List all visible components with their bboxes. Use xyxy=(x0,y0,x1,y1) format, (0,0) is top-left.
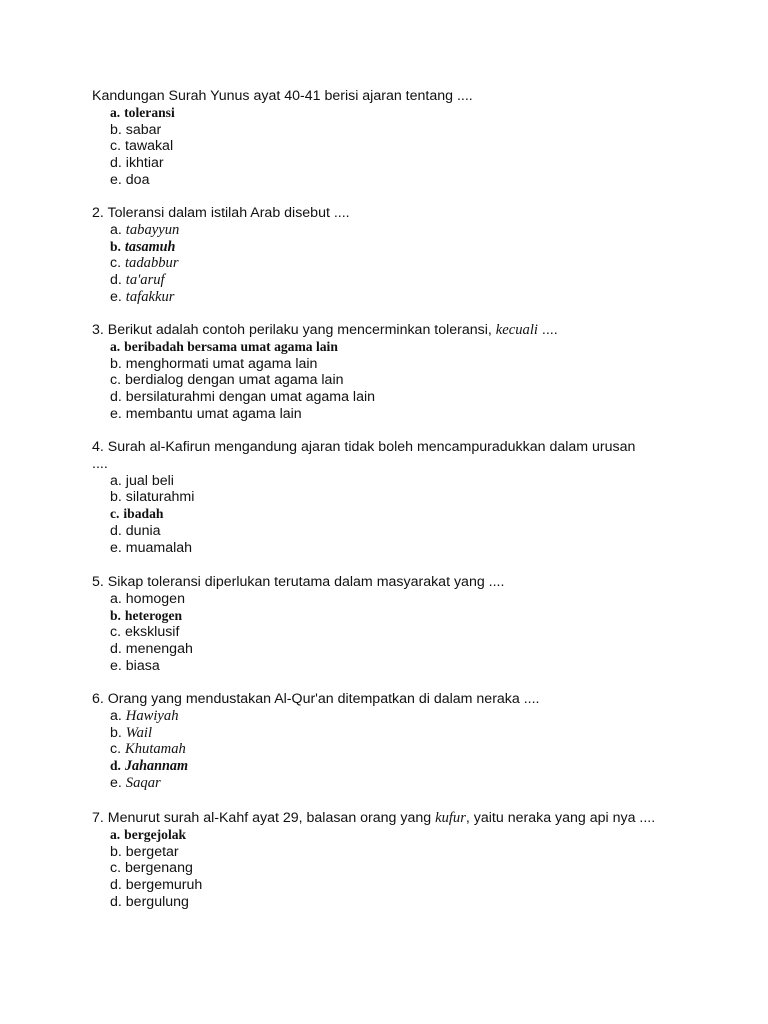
option-c-answer: c. ibadah xyxy=(110,506,164,522)
question-4 xyxy=(92,439,652,557)
option-a-answer: a. beribadah bersama umat agama lain xyxy=(110,338,338,354)
question-2 xyxy=(92,205,692,306)
option-list xyxy=(92,222,692,306)
option-c: c. Khutamah xyxy=(110,741,186,758)
option-d: d. bersilaturahmi dengan umat agama lain xyxy=(110,389,376,406)
option-d-second: d. bergulung xyxy=(110,893,189,910)
option-c: c. bergenang xyxy=(110,860,193,877)
option-a: a. homogen xyxy=(110,590,185,607)
question-stem: 7. Menurut surah al-Kahf ayat 29, balasan orang yang kufur, yaitu neraka yang api nya .... xyxy=(92,810,656,826)
option-e: e. membantu umat agama lain xyxy=(110,405,302,422)
option-b: b. silaturahmi xyxy=(110,489,195,506)
option-c: c. berdialog dengan umat agama lain xyxy=(110,372,344,389)
question-7 xyxy=(92,810,672,911)
option-d: d. bergemuruh xyxy=(110,877,203,894)
option-c: c. eksklusif xyxy=(110,624,180,641)
question-6 xyxy=(92,691,692,792)
question-1 xyxy=(92,88,692,189)
option-list xyxy=(92,473,652,557)
question-5 xyxy=(92,574,692,675)
option-a: a. Hawiyah xyxy=(110,707,179,724)
option-e: e. Saqar xyxy=(110,774,161,791)
option-b-answer: b. heterogen xyxy=(110,607,183,623)
option-list xyxy=(92,708,692,792)
option-e: e. biasa xyxy=(110,657,160,674)
option-e: e. muamalah xyxy=(110,539,193,556)
option-b: b. bergetar xyxy=(110,843,179,860)
option-b: b. menghormati umat agama lain xyxy=(110,355,318,372)
emphasis-kufur: kufur xyxy=(435,810,466,826)
question-stem: 6. Orang yang mendustakan Al-Qur'an ditempatkan di dalam neraka .... xyxy=(92,691,540,707)
question-stem: Kandungan Surah Yunus ayat 40-41 berisi ajaran tentang .... xyxy=(92,88,473,104)
question-stem: 2. Toleransi dalam istilah Arab disebut .... xyxy=(92,205,350,221)
option-c: c. tadabbur xyxy=(110,255,179,272)
option-a: a. tabayyun xyxy=(110,221,180,238)
option-d: d. ikhtiar xyxy=(110,155,164,172)
option-a-answer: a. bergejolak xyxy=(110,826,187,842)
option-b: b. Wail xyxy=(110,724,153,741)
option-list xyxy=(92,827,672,911)
option-a-answer: a. toleransi xyxy=(110,104,175,120)
question-stem: 5. Sikap toleransi diperlukan terutama dalam masyarakat yang .... xyxy=(92,574,505,590)
option-d: d. dunia xyxy=(110,522,161,539)
option-d: d. ta'aruf xyxy=(110,272,165,289)
option-b: b. sabar xyxy=(110,121,162,138)
option-c: c. tawakal xyxy=(110,138,174,155)
option-b-answer: b. tasamuh xyxy=(110,238,176,255)
question-stem: 3. Berikut adalah contoh perilaku yang mencerminkan toleransi, kecuali .... xyxy=(92,322,558,338)
option-list xyxy=(92,591,692,675)
option-e: e. doa xyxy=(110,171,150,188)
option-e: e. tafakkur xyxy=(110,288,175,305)
option-list xyxy=(92,339,692,423)
option-a: a. jual beli xyxy=(110,472,174,489)
question-stem: 4. Surah al-Kafirun mengandung ajaran tidak boleh mencampuradukkan dalam urusan .... xyxy=(92,439,636,472)
option-list xyxy=(92,105,692,189)
emphasis-kecuali: kecuali xyxy=(495,322,538,338)
option-d-answer: d. Jahannam xyxy=(110,758,189,775)
question-3 xyxy=(92,322,692,423)
option-d: d. menengah xyxy=(110,641,193,658)
